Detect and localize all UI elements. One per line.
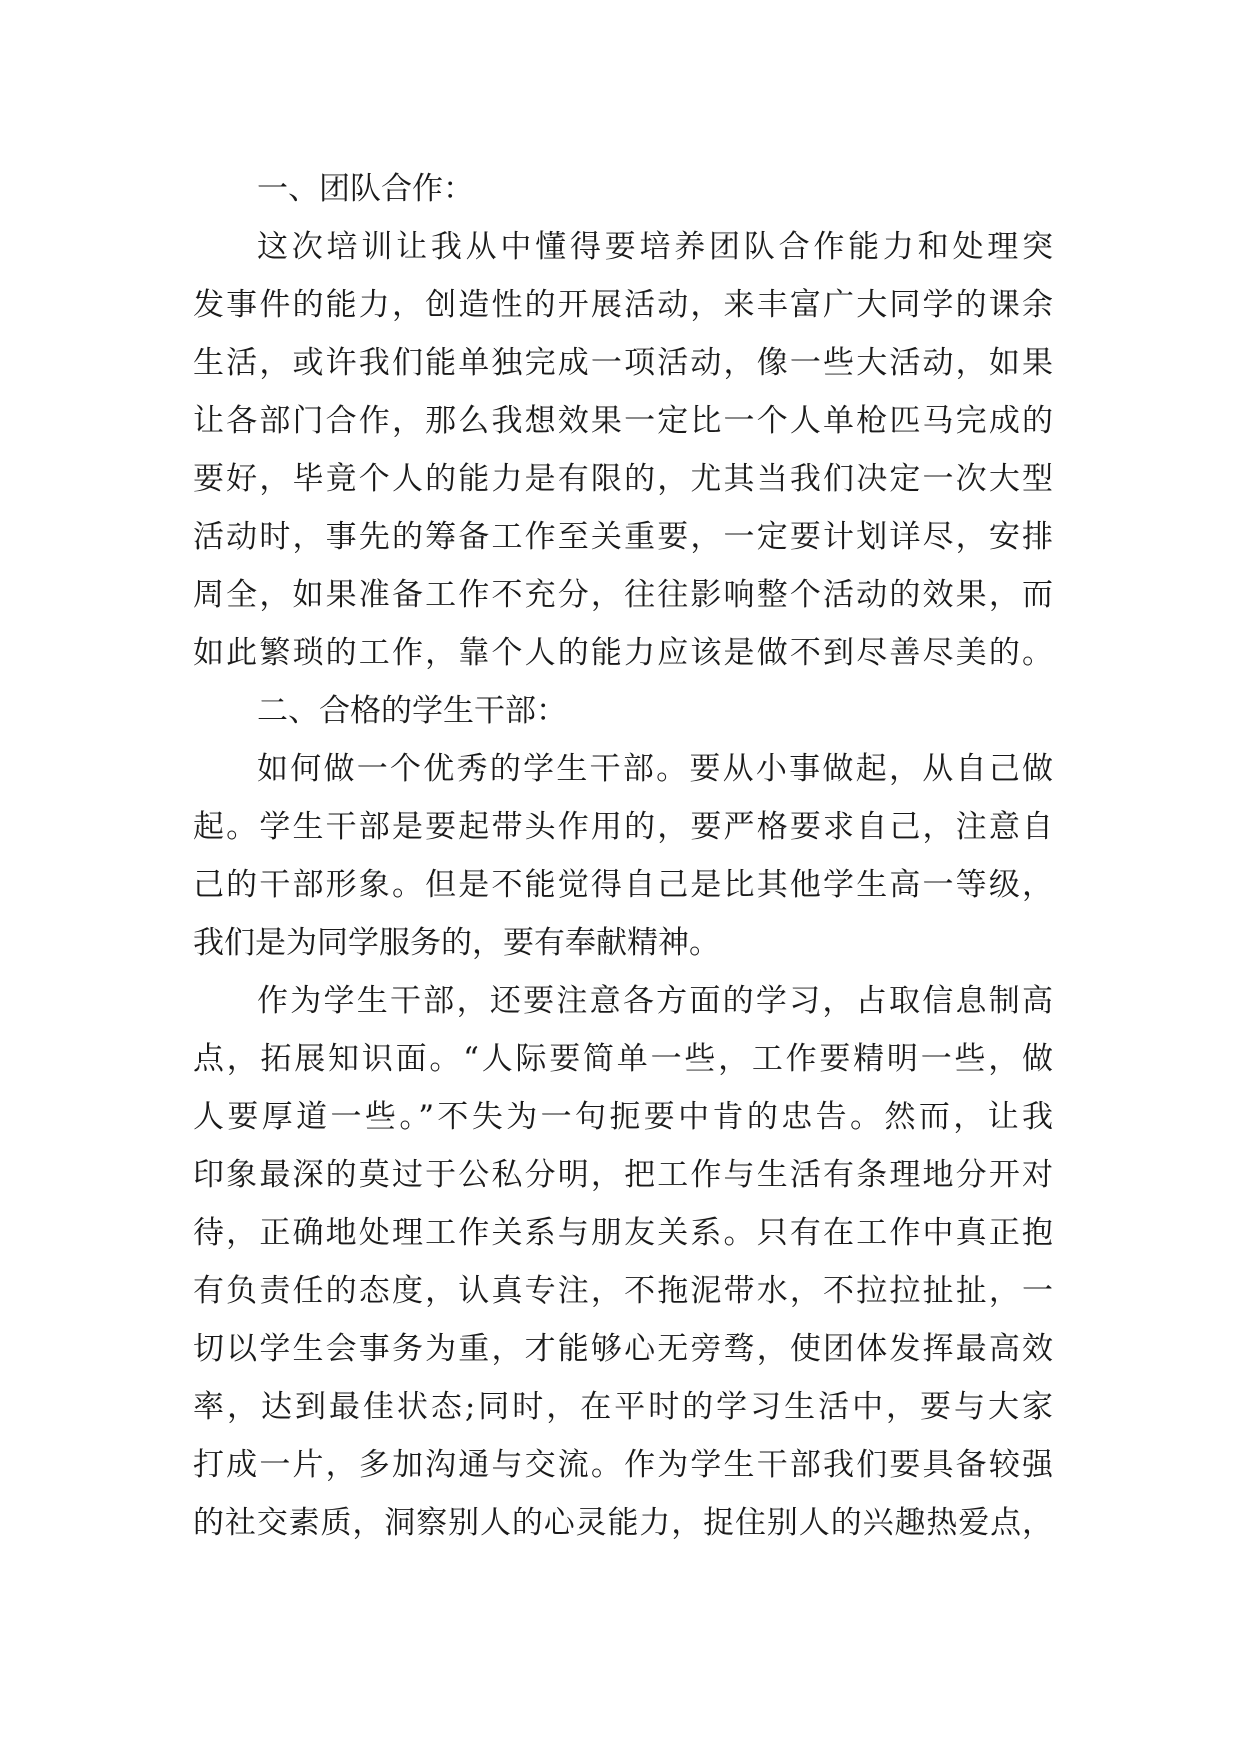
text-line: 待，正确地处理工作关系与朋友关系。只有在工作中真正抱 [193,1215,1053,1251]
text-line: 让各部门合作，那么我想效果一定比一个人单枪匹马完成的 [193,403,1053,439]
text-line: 二、合格的学生干部： [257,693,567,729]
text-line: 印象最深的莫过于公私分明，把工作与生活有条理地分开对 [193,1157,1053,1193]
text-line: 如何做一个优秀的学生干部。要从小事做起，从自己做 [257,751,1053,787]
text-line: 周全，如果准备工作不充分，往往影响整个活动的效果，而 [193,577,1053,613]
text-line: 我们是为同学服务的，要有奉献精神。 [193,925,720,961]
text-line: 的社交素质，洞察别人的心灵能力，捉住别人的兴趣热爱点， [193,1505,1053,1541]
text-line: 人要厚道一些。”不失为一句扼要中肯的忠告。然而，让我 [193,1099,1053,1135]
text-line: 要好，毕竟个人的能力是有限的，尤其当我们决定一次大型 [193,461,1053,497]
text-line: 发事件的能力，创造性的开展活动，来丰富广大同学的课余 [193,287,1053,323]
text-line: 起。学生干部是要起带头作用的，要严格要求自己，注意自 [193,809,1053,845]
text-line: 打成一片，多加沟通与交流。作为学生干部我们要具备较强 [193,1447,1053,1483]
text-line: 这次培训让我从中懂得要培养团队合作能力和处理突 [257,229,1053,265]
text-line: 作为学生干部，还要注意各方面的学习，占取信息制高 [257,983,1053,1019]
text-line: 一、团队合作： [257,171,474,207]
text-line: 生活，或许我们能单独完成一项活动，像一些大活动，如果 [193,345,1053,381]
text-line: 点，拓展知识面。“人际要简单一些，工作要精明一些，做 [193,1041,1053,1077]
text-line: 活动时，事先的筹备工作至关重要，一定要计划详尽，安排 [193,519,1053,555]
document-body [193,160,1053,1552]
text-line: 己的干部形象。但是不能觉得自己是比其他学生高一等级， [193,867,1053,903]
text-line: 如此繁琐的工作，靠个人的能力应该是做不到尽善尽美的。 [193,635,1053,671]
text-line: 切以学生会事务为重，才能够心无旁骛，使团体发挥最高效 [193,1331,1053,1367]
text-line: 有负责任的态度，认真专注，不拖泥带水，不拉拉扯扯，一 [193,1273,1053,1309]
text-line: 率，达到最佳状态;同时，在平时的学习生活中，要与大家 [193,1389,1053,1425]
